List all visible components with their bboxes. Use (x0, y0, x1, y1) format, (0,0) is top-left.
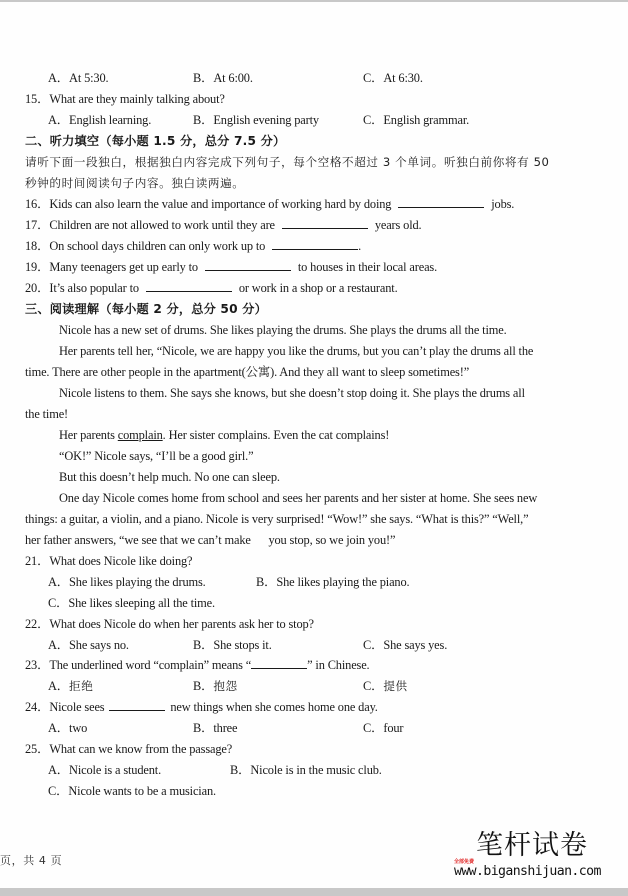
q18-blank[interactable] (272, 238, 358, 250)
q24-question: 24．Nicole sees new things when she comes home one day. (25, 700, 378, 714)
q24-blank[interactable] (109, 699, 165, 711)
passage-p3-line2: the time! (25, 407, 69, 421)
q19-blank[interactable] (205, 259, 291, 271)
site-logo (454, 832, 614, 886)
q14-option-b: B．At 6:00. (193, 71, 253, 85)
q15-option-b: B．English evening party (193, 113, 319, 127)
passage-p1: Nicole has a new set of drums. She likes playing the drums. She plays the drums all the time. (59, 323, 507, 337)
passage-p2-line1: Her parents tell her, “Nicole, we are happy you like the drums, but you can’t play the drums all the (59, 344, 534, 358)
q15-option-a: A．English learning. (48, 113, 152, 127)
underlined-word-complain: complain (117, 428, 163, 442)
section2-instruction-line1: 请听下面一段独白，根据独白内容完成下列句子，每个空格不超过 3 个单词。听独白前你将有 50 (25, 155, 550, 169)
section2-instruction-line2: 秒钟的时间阅读句子内容。独白读两遍。 (25, 176, 245, 190)
q15-question: 15．What are they mainly talking about? (25, 92, 225, 106)
passage-p7-line3: her father answers, “we see that we can’t make you stop, so we join you!” (25, 533, 396, 547)
q16: 16．Kids can also learn the value and importance of working hard by doing jobs. (25, 197, 515, 211)
q23-option-c: C．提供 (363, 679, 408, 693)
q22-question: 22．What does Nicole do when her parents ask her to stop? (25, 617, 314, 631)
q15-option-c: C．English grammar. (363, 113, 470, 127)
passage-p4: Her parents complain. Her sister complains. Even the cat complains! (59, 428, 390, 442)
q20-blank[interactable] (146, 280, 232, 292)
passage-p7-line1: One day Nicole comes home from school and sees her parents and her sister at home. She sees new (59, 491, 538, 505)
passage-p2-line2: time. There are other people in the apartment(公寓). And they all want to sleep sometimes!” (25, 365, 470, 379)
q21-option-b: B．She likes playing the piano. (256, 575, 410, 589)
passage-p3-line1: Nicole listens to them. She says she knows, but she doesn’t stop doing it. She plays the drums all (59, 386, 525, 400)
logo-free-tag: 全部免费 (454, 859, 475, 865)
q18: 18．On school days children can only work up to . (25, 239, 362, 253)
q14-option-a: A．At 5:30. (48, 71, 109, 85)
q23-blank[interactable] (251, 657, 307, 669)
q21-option-c: C．She likes sleeping all the time. (48, 596, 215, 610)
q25-option-b: B．Nicole is in the music club. (230, 763, 382, 777)
q23-option-b: B．抱怨 (193, 679, 238, 693)
section3-heading: 三、阅读理解（每小题 2 分，总分 50 分） (25, 302, 268, 316)
q14-option-c: C．At 6:30. (363, 71, 423, 85)
passage-p6: But this doesn’t help much. No one can sleep. (59, 470, 280, 484)
bottom-edge-band (0, 888, 628, 896)
logo-url: www.biganshijuan.com (454, 864, 601, 879)
q19: 19．Many teenagers get up early to to houses in their local areas. (25, 260, 438, 274)
q22-option-a: A．She says no. (48, 638, 129, 652)
q17: 17．Children are not allowed to work until they are years old. (25, 218, 422, 232)
q25-option-a: A．Nicole is a student. (48, 763, 162, 777)
page-number: 页，共 4 页 (0, 854, 63, 867)
q16-blank[interactable] (398, 196, 484, 208)
q21-option-a: A．She likes playing the drums. (48, 575, 206, 589)
q25-question: 25．What can we know from the passage? (25, 742, 233, 756)
q25-option-c: C．Nicole wants to be a musician. (48, 784, 216, 798)
q20: 20．It’s also popular to or work in a shop or a restaurant. (25, 281, 398, 295)
q23-question: 23．The underlined word “complain” means “ ” in Chinese. (25, 658, 370, 672)
q21-question: 21．What does Nicole like doing? (25, 554, 193, 568)
q22-option-c: C．She says yes. (363, 638, 448, 652)
q24-option-c: C．four (363, 721, 404, 735)
q17-blank[interactable] (282, 217, 368, 229)
logo-name: 笔杆试卷 (476, 830, 588, 861)
passage-p5: “OK!” Nicole says, “I’ll be a good girl.” (59, 449, 254, 463)
q24-option-a: A．two (48, 721, 88, 735)
q23-option-a: A．拒绝 (48, 679, 94, 693)
q22-option-b: B．She stops it. (193, 638, 272, 652)
passage-p7-line2: things: a guitar, a violin, and a piano. Nicole is very surprised! “Wow!” she says. “What is this?” “Well,” (25, 512, 529, 526)
top-edge-band (0, 0, 628, 2)
q24-option-b: B．three (193, 721, 238, 735)
section2-heading: 二、听力填空（每小题 1.5 分，总分 7.5 分） (25, 134, 286, 148)
